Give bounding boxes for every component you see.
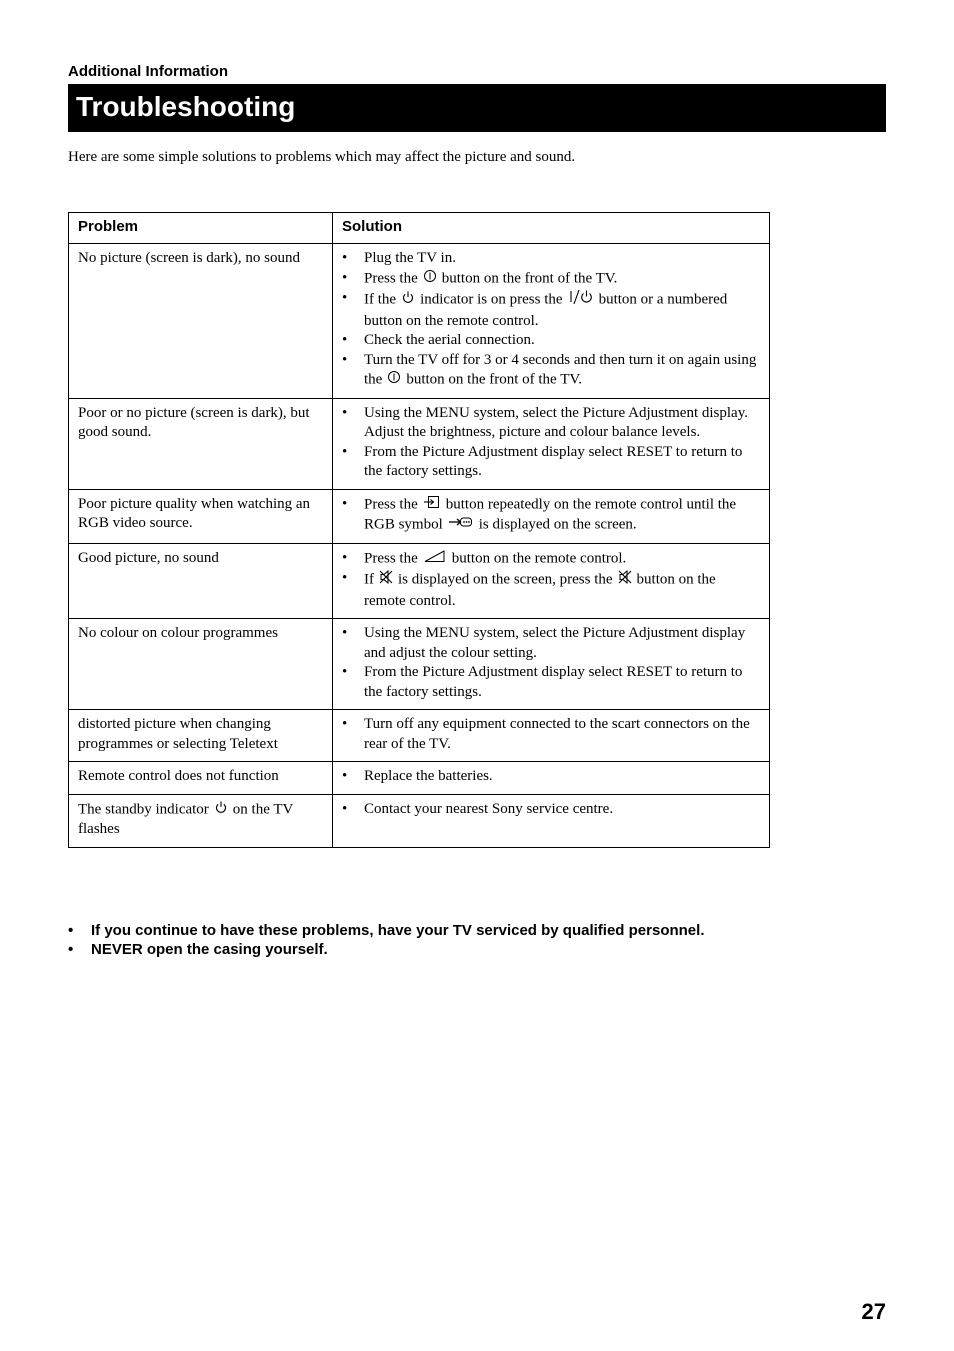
- solution-text: button on the front of the TV.: [406, 371, 583, 388]
- main-power-icon: [387, 370, 401, 391]
- table-row: [69, 489, 770, 543]
- problem-cell: [69, 794, 333, 847]
- solution-item: [342, 269, 760, 290]
- problem-column-header: Problem: [69, 213, 333, 244]
- solution-text: If the: [364, 291, 397, 308]
- problem-cell: Poor or no picture (screen is dark), but good sound.: [69, 398, 333, 489]
- solution-item: • Replace the batteries.: [342, 767, 760, 787]
- solution-text: Press the: [364, 496, 418, 513]
- solution-item: • Using the MENU system, select the Picture Adjustment display. Adjust the brightness, picture and colour balance levels.: [342, 404, 760, 443]
- table-row: [69, 762, 770, 795]
- title-bar: [68, 84, 886, 132]
- warning-note: • If you continue to have these problems, have your TV serviced by qualified personnel.: [68, 921, 704, 940]
- solution-text: button or a numbered button on the remote control.: [364, 291, 728, 329]
- solution-text: indicator is on press the: [420, 291, 563, 308]
- solution-item: • From the Picture Adjustment display select RESET to return to the factory settings.: [342, 443, 760, 482]
- solution-cell: [333, 710, 770, 762]
- solution-list: [342, 249, 760, 391]
- page-title: Troubleshooting: [76, 91, 296, 122]
- solution-item: [342, 289, 760, 331]
- solution-item: [342, 495, 760, 536]
- table-header-row: [69, 213, 770, 244]
- solution-text: Turn the TV off for 3 or 4 seconds and then turn it on again using the: [364, 351, 757, 388]
- solution-text: button on the remote control.: [364, 571, 716, 609]
- solution-item: • Using the MENU system, select the Picture Adjustment display and adjust the colour setting.: [342, 624, 760, 663]
- solution-list: [342, 800, 760, 820]
- power-toggle-icon: [568, 289, 594, 312]
- solution-item: • Contact your nearest Sony service centre.: [342, 800, 760, 820]
- table-row: [69, 543, 770, 619]
- solution-item: [342, 549, 760, 570]
- problem-cell: Remote control does not function: [69, 762, 333, 795]
- standby-icon: [214, 800, 228, 821]
- solution-item: • Check the aerial connection.: [342, 331, 760, 351]
- problem-cell: No colour on colour programmes: [69, 619, 333, 710]
- problem-cell: Poor picture quality when watching an RGB video source.: [69, 489, 333, 543]
- solution-column-header: Solution: [333, 213, 770, 244]
- volume-icon: [423, 549, 447, 570]
- troubleshooting-table: [68, 212, 770, 848]
- solution-item: [342, 351, 760, 391]
- solution-text: Press the: [364, 550, 418, 567]
- solution-cell: [333, 244, 770, 399]
- solution-cell: [333, 543, 770, 619]
- solution-cell: [333, 489, 770, 543]
- problem-text: on the TV flashes: [78, 801, 294, 837]
- solution-item: • Turn off any equipment connected to the scart connectors on the rear of the TV.: [342, 715, 760, 754]
- page-number: 27: [861, 1299, 886, 1324]
- problem-cell: distorted picture when changing programmes or selecting Teletext: [69, 710, 333, 762]
- solution-text: is displayed on the screen, press the: [398, 571, 613, 588]
- solution-cell: [333, 619, 770, 710]
- table-row: [69, 244, 770, 399]
- solution-text: button on the remote control.: [451, 550, 627, 567]
- mute-icon: [379, 569, 393, 592]
- warning-note: • NEVER open the casing yourself.: [68, 940, 704, 959]
- solution-text: is displayed on the screen.: [478, 516, 637, 533]
- solution-text: button on the front of the TV.: [441, 270, 618, 287]
- solution-list: [342, 715, 760, 754]
- main-power-icon: [423, 269, 437, 290]
- problem-cell: Good picture, no sound: [69, 543, 333, 619]
- intro-text: Here are some simple solutions to problems which may affect the picture and sound.: [68, 149, 576, 165]
- solution-cell: [333, 398, 770, 489]
- section-label: Additional Information: [68, 63, 228, 80]
- solution-list: [342, 624, 760, 702]
- solution-text: button repeatedly on the remote control until the RGB symbol: [364, 496, 737, 533]
- solution-text: If: [364, 571, 374, 588]
- solution-item: • From the Picture Adjustment display select RESET to return to the factory settings.: [342, 663, 760, 702]
- solution-list: [342, 549, 760, 612]
- standby-icon: [401, 290, 415, 311]
- solution-cell: [333, 762, 770, 795]
- rgb-symbol-icon: [448, 515, 474, 536]
- mute-icon: [618, 569, 632, 592]
- solution-cell: [333, 794, 770, 847]
- solution-list: [342, 404, 760, 482]
- solution-list: [342, 495, 760, 536]
- table-row: [69, 794, 770, 847]
- table-row: [69, 619, 770, 710]
- solution-item: • Plug the TV in.: [342, 249, 760, 269]
- problem-text: The standby indicator: [78, 801, 209, 818]
- input-select-icon: [423, 495, 441, 516]
- solution-list: [342, 767, 760, 787]
- solution-item: [342, 569, 760, 611]
- problem-cell: No picture (screen is dark), no sound: [69, 244, 333, 399]
- solution-text: Press the: [364, 270, 418, 287]
- warning-notes: [68, 921, 704, 959]
- table-row: [69, 710, 770, 762]
- table-row: [69, 398, 770, 489]
